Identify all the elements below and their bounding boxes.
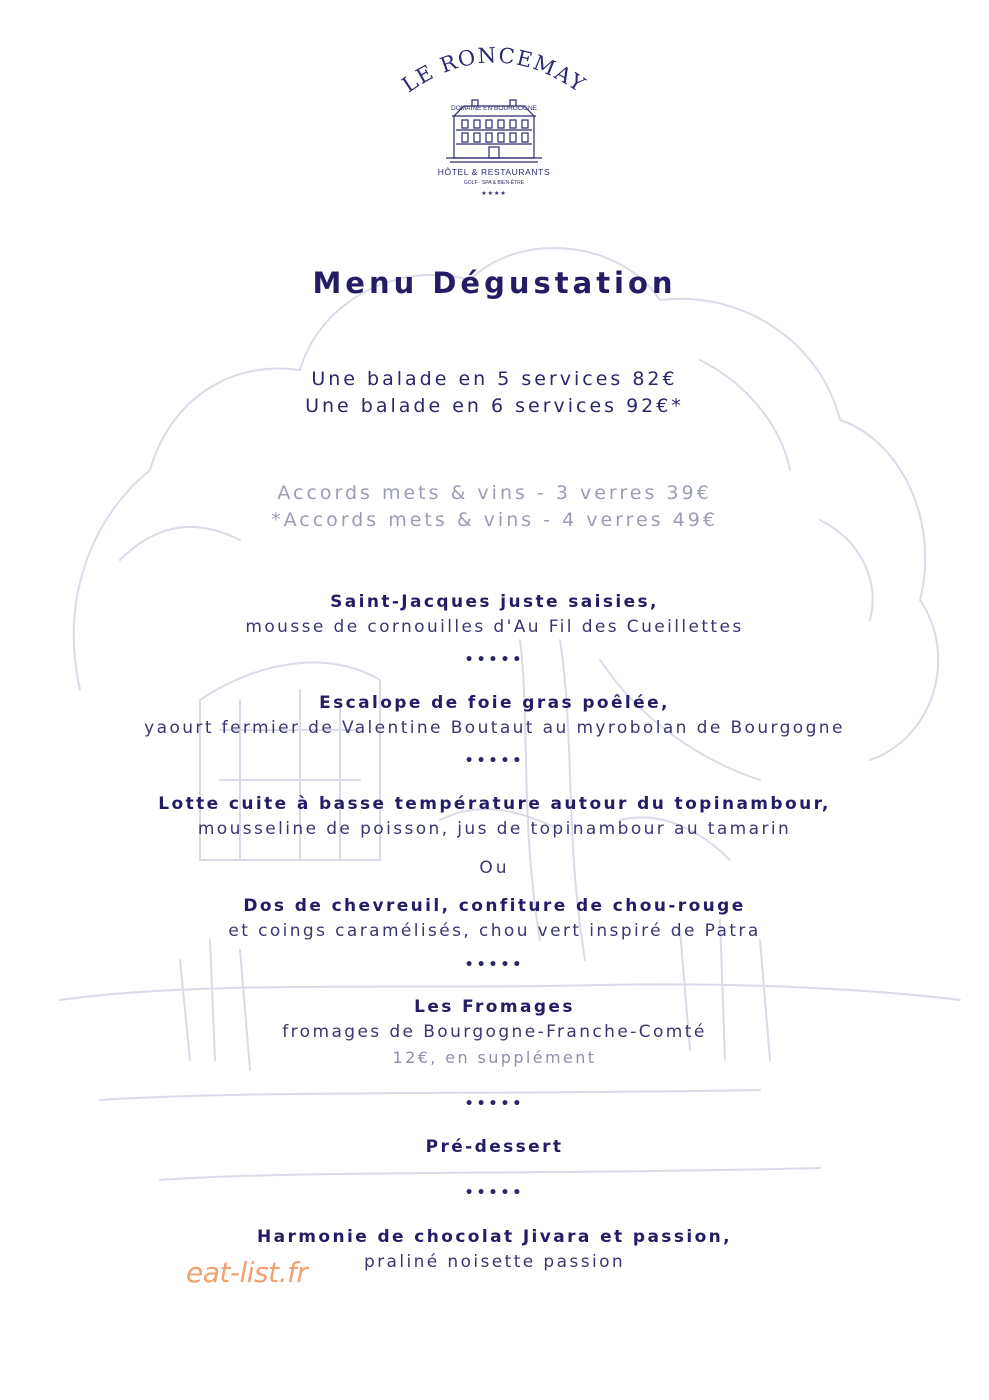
menu-title: Menu Dégustation	[312, 266, 677, 300]
course-foie-gras	[0, 691, 989, 741]
price-5-services: Une balade en 5 services 82€	[311, 368, 678, 390]
svg-text:LE RONCEMAY	[398, 43, 590, 97]
dish-name: Escalope de foie gras poêlée,	[319, 693, 670, 713]
or-label: Ou	[479, 858, 510, 878]
separator: •••••	[464, 957, 525, 973]
dish-name: Pré-dessert	[425, 1137, 564, 1157]
dish-description: mousseline de poisson, jus de topinambour au tamarin	[197, 819, 792, 839]
course-saint-jacques	[0, 590, 989, 640]
separator: •••••	[464, 1096, 525, 1112]
dish-description: yaourt fermier de Valentine Boutaut au myrobolan de Bourgogne	[144, 718, 845, 738]
separator: •••••	[464, 652, 525, 668]
pairing-4-glasses: *Accords mets & vins - 4 verres 49€	[271, 509, 718, 531]
price-6-services: Une balade en 6 services 92€*	[305, 395, 684, 417]
hotel-logo-graphic	[394, 40, 594, 205]
pairing-3-glasses: Accords mets & vins - 3 verres 39€	[277, 482, 712, 504]
source-watermark: eat-list.fr	[186, 1256, 308, 1289]
dish-description: mousse de cornouilles d'Au Fil des Cueillettes	[245, 617, 744, 637]
course-pre-dessert	[0, 1135, 989, 1160]
dish-description: fromages de Bourgogne-Franche-Comté	[282, 1022, 707, 1042]
course-chocolat	[0, 1225, 989, 1275]
dish-name: Dos de chevreuil, confiture de chou-rouge	[243, 896, 746, 916]
logo-subtitle: DOMAINE EN BOURGOGNE	[451, 105, 537, 112]
dish-name: Les Fromages	[414, 997, 575, 1017]
dish-name: Saint-Jacques juste saisies,	[330, 592, 659, 612]
wine-pairing-block	[0, 480, 989, 534]
course-lotte	[0, 792, 989, 842]
dish-name: Lotte cuite à basse température autour du topinambour,	[158, 794, 831, 814]
course-chevreuil	[0, 894, 989, 944]
course-fromages	[0, 995, 989, 1070]
logo-name: LE RONCEMAY	[397, 43, 591, 98]
dish-name: Harmonie de chocolat Jivara et passion,	[256, 1227, 733, 1247]
hotel-logo	[394, 40, 594, 205]
logo-hotel: HÔTEL & RESTAURANTS	[437, 167, 551, 177]
dish-supplement: 12€, en supplément	[392, 1048, 597, 1067]
separator: •••••	[464, 753, 525, 769]
separator: •••••	[464, 1185, 525, 1201]
dish-description: et coings caramélisés, chou vert inspiré de Patra	[228, 921, 761, 941]
price-block	[0, 366, 989, 420]
dish-description: praliné noisette passion	[363, 1252, 626, 1272]
logo-stars: ★★★★	[481, 190, 507, 197]
logo-services: GOLF · SPA & BIEN-ÊTRE	[463, 180, 525, 186]
